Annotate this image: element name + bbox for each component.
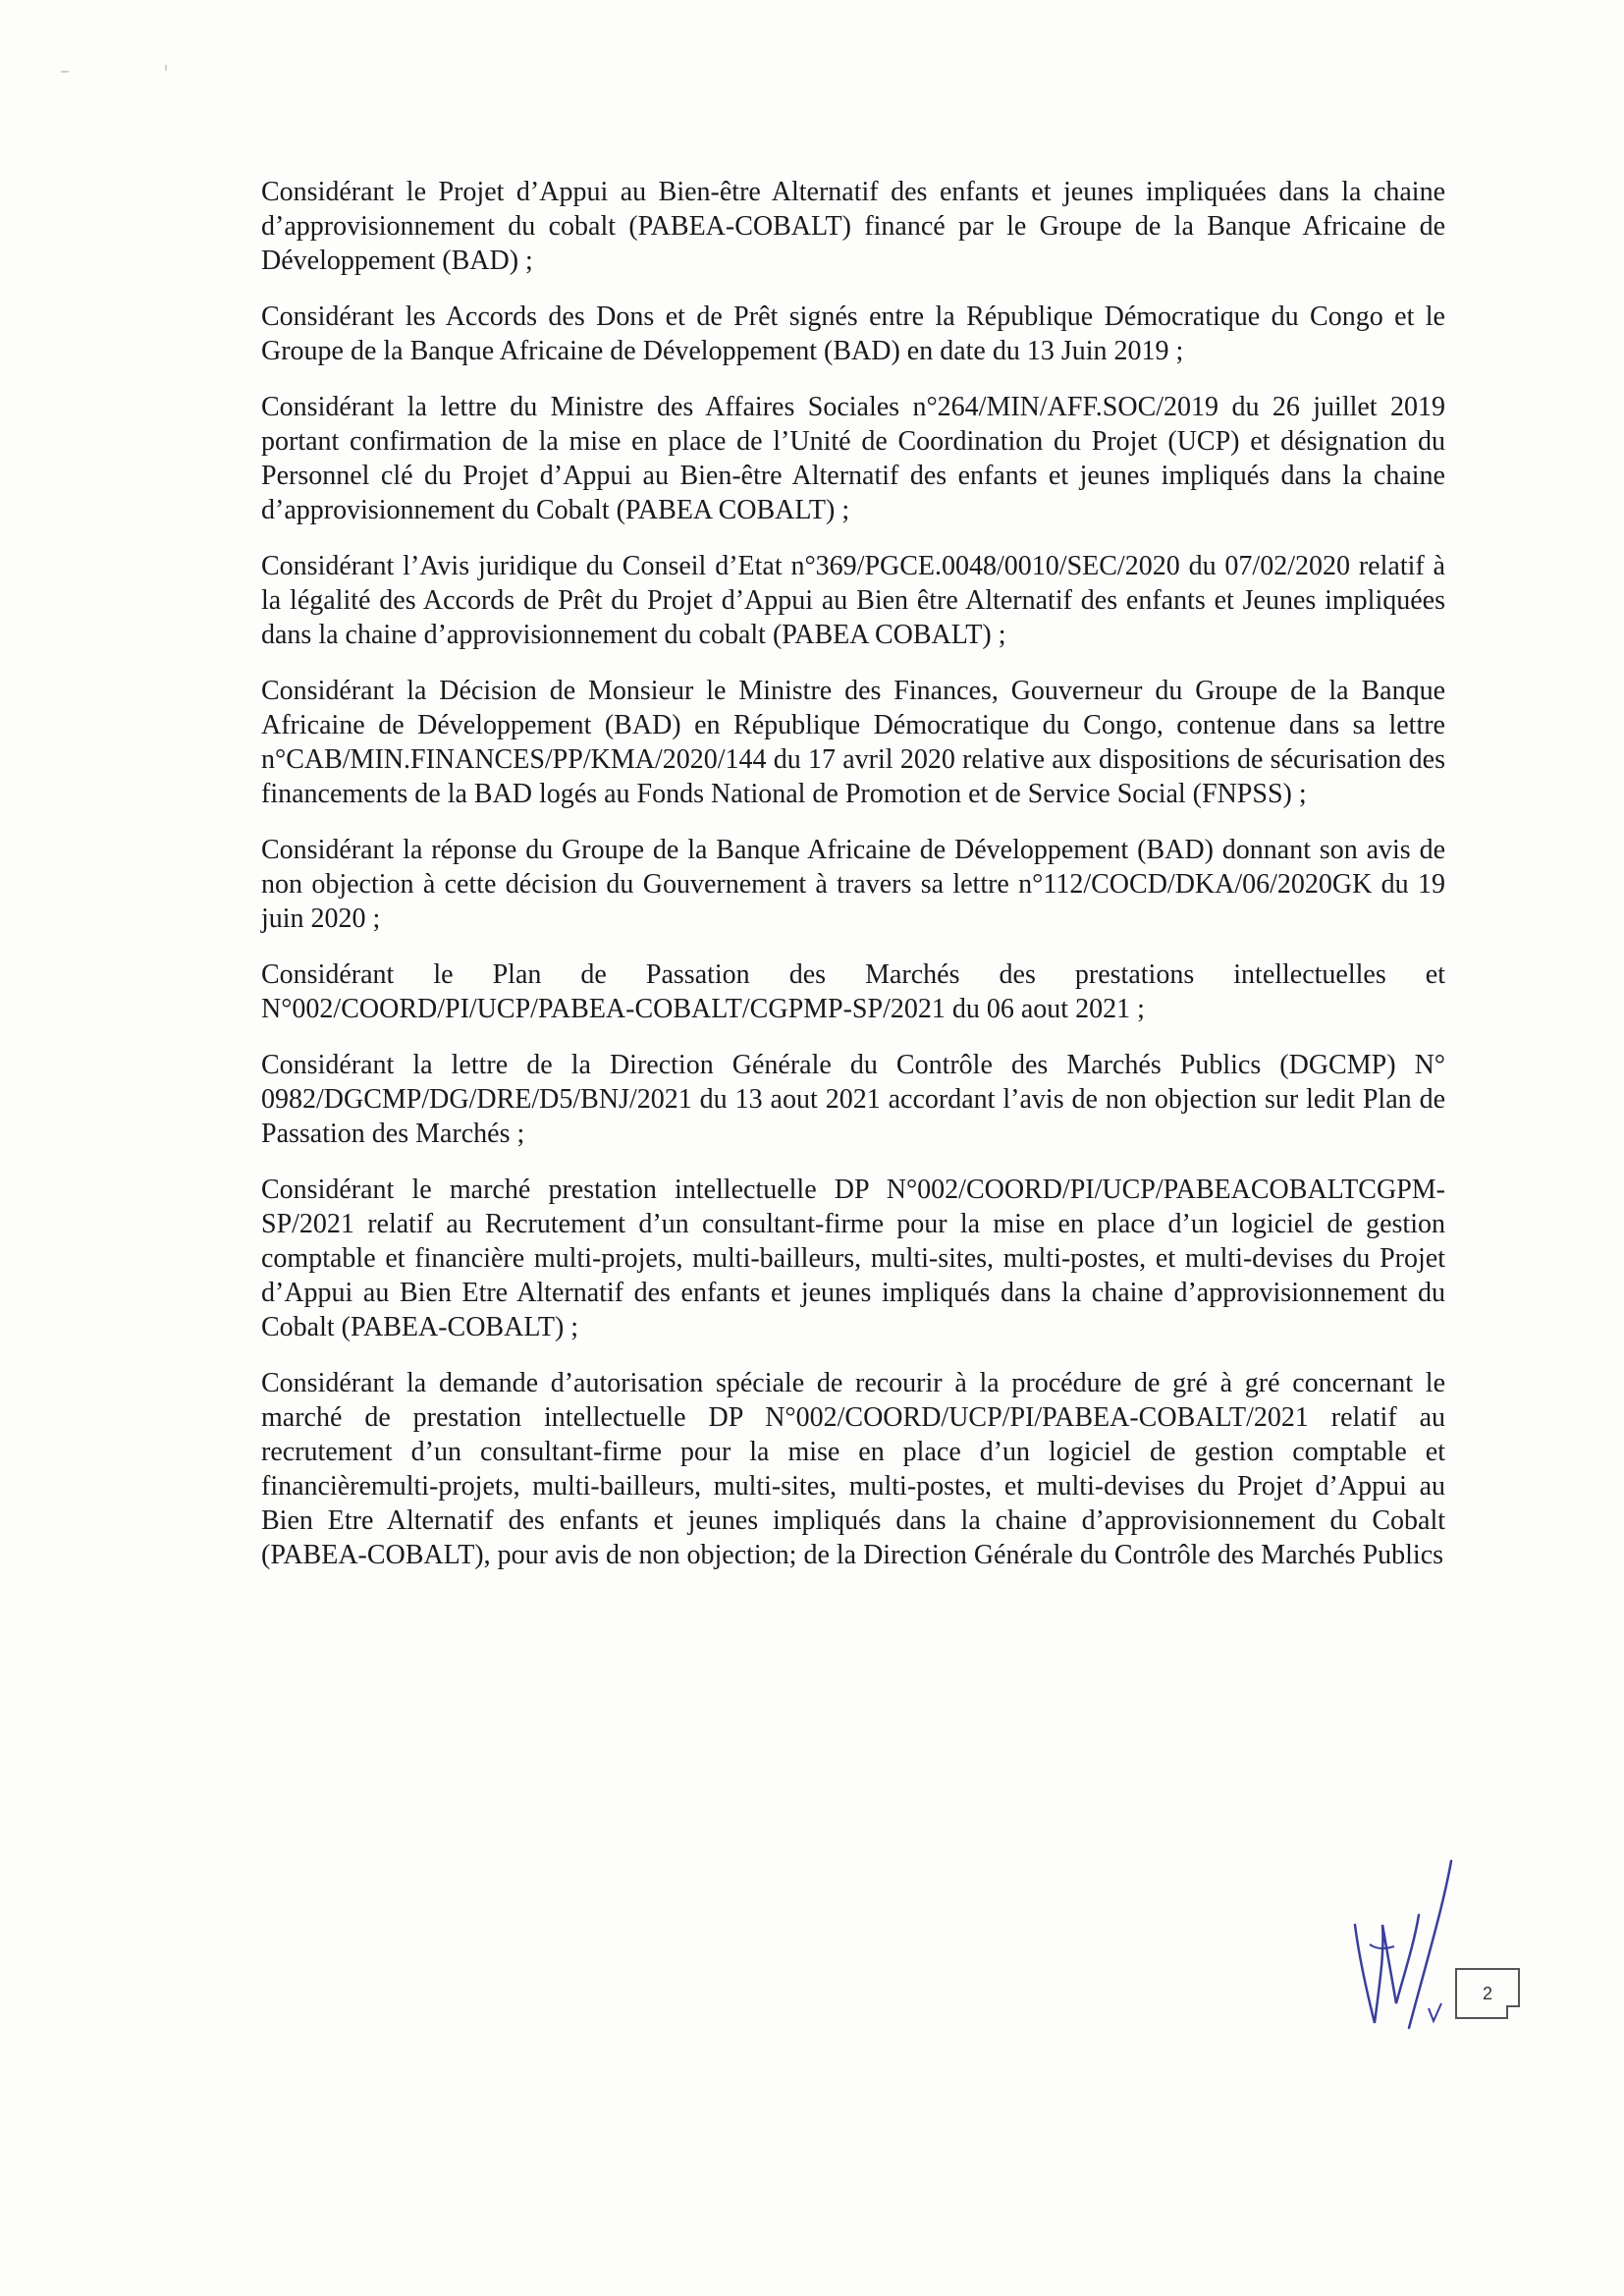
paragraph-considerant-avis-juridique: Considérant l’Avis juridique du Conseil d’Etat n°369/PGCE.0048/0010/SEC/2020 du 07/02/2020 relatif à la légalité des Accords de Prêt du Projet d’Appui au Bien être Alternatif des enfants et Jeunes impliquées dans la chaine d’approvisionnement du cobalt (PABEA COBALT) ; — [261, 551, 1445, 650]
paragraph-considerant-decision: Considérant la Décision de Monsieur le Ministre des Finances, Gouverneur du Groupe de la Banque Africaine de Développement (BAD) en République Démocratique du Congo, contenue dans sa lettre n°CAB/MIN.FINANCES/PP/KMA/2020/144 du 17 avril 2020 relative aux dispositions de sécurisation des financements de la BAD logés au Fonds National de Promotion et de Service Social (FNPSS) ; — [261, 676, 1445, 809]
page-number-box — [1455, 1968, 1520, 2019]
scan-mark — [61, 71, 69, 73]
paragraph-considerant-projet: Considérant le Projet d’Appui au Bien-être Alternatif des enfants et jeunes impliquées dans la chaine d’approvisionnement du cobalt (PABEA-COBALT) financé par le Groupe de la Banque Africaine de Développement (BAD) ; — [261, 177, 1445, 276]
document-body — [261, 175, 1445, 1594]
paragraph-considerant-marche: Considérant le marché prestation intellectuelle DP N°002/COORD/PI/UCP/PABEACOBALTCGPM-SP/2021 relatif au Recrutement d’un consultant-firme pour la mise en place d’un logiciel de gestion comptable et financière multi-projets, multi-bailleurs, multi-sites, multi-postes, et multi-devises du Projet d’Appui au Bien Etre Alternatif des enfants et jeunes impliqués dans la chaine d’approvisionnement du Cobalt (PABEA-COBALT) ; — [261, 1175, 1445, 1342]
paragraph-considerant-demande: Considérant la demande d’autorisation spéciale de recourir à la procédure de gré à gré concernant le marché de prestation intellectuelle DP N°002/COORD/UCP/PI/PABEA-COBALT/2021 relatif au recrutement d’un consultant-firme pour la mise en place d’un logiciel de gestion comptable et financièremulti-projets, multi-bailleurs, multi-sites, multi-postes, et multi-devises du Projet d’Appui au Bien Etre Alternatif des enfants et jeunes impliqués dans la chaine d’approvisionnement du Cobalt (PABEA-COBALT), pour avis de non objection; de la Direction Générale du Contrôle des Marchés Publics — [261, 1368, 1445, 1570]
paragraph-considerant-reponse: Considérant la réponse du Groupe de la Banque Africaine de Développement (BAD) donnant son avis de non objection à cette décision du Gouvernement à travers sa lettre n°112/COCD/DKA/06/2020GK du 19 juin 2020 ; — [261, 835, 1445, 934]
paragraph-considerant-accords: Considérant les Accords des Dons et de Prêt signés entre la République Démocratique du Congo et le Groupe de la Banque Africaine de Développement (BAD) en date du 13 Juin 2019 ; — [261, 301, 1445, 366]
page-fold-icon — [1506, 2005, 1520, 2019]
page-number: 2 — [1482, 1983, 1492, 2003]
signature-initials — [1335, 1856, 1463, 2043]
scan-mark — [165, 65, 167, 71]
paragraph-considerant-lettre-ministre: Considérant la lettre du Ministre des Affaires Sociales n°264/MIN/AFF.SOC/2019 du 26 juillet 2019 portant confirmation de la mise en place de l’Unité de Coordination du Projet (UCP) et désignation du Personnel clé du Projet d’Appui au Bien-être Alternatif des enfants et jeunes impliqués dans la chaine d’approvisionnement du Cobalt (PABEA COBALT) ; — [261, 392, 1445, 525]
paragraph-considerant-plan-passation: Considérant le Plan de Passation des Marchés des prestations intellectuelles et N°002/COORD/PI/UCP/PABEA-COBALT/CGPMP-SP/2021 du 06 aout 2021 ; — [261, 959, 1445, 1024]
paragraph-considerant-lettre-dgcmp: Considérant la lettre de la Direction Générale du Contrôle des Marchés Publics (DGCMP) N° 0982/DGCMP/DG/DRE/D5/BNJ/2021 du 13 aout 2021 accordant l’avis de non objection sur ledit Plan de Passation des Marchés ; — [261, 1050, 1445, 1149]
